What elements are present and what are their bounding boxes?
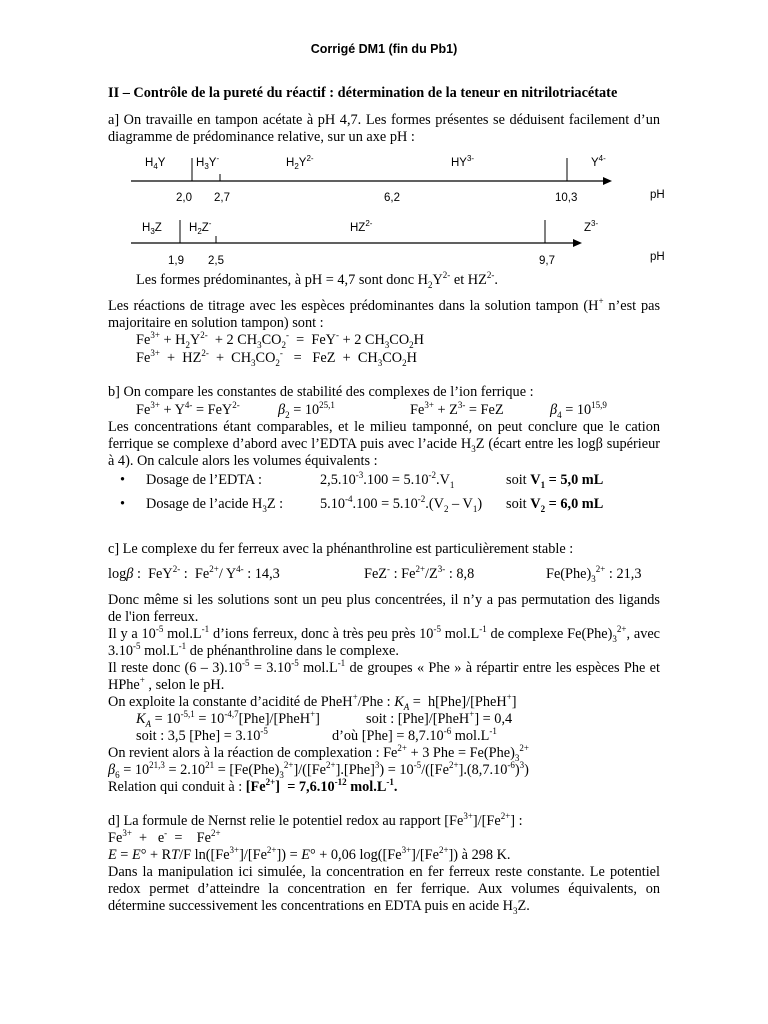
predominant-forms: Les formes prédominantes, à pH = 4,7 sont donc $H_2Y^{2-}$ et $HZ^{2-}$. <box>136 270 498 290</box>
pka-label: 9,7 <box>539 255 555 267</box>
nernst-formula: E = E° + RT/F $\ln([Fe^{3+}]/[Fe^{2+}]) = E^\circ + 0,06$ $\log([Fe^{3+}]/[Fe^{2+}])$ à 298 K. <box>108 845 511 863</box>
axis-label-ph: pH <box>650 189 665 201</box>
part-d-intro: d] La formule de Nernst relie le potentiel redox au rapport $[Fe^{3+}]/[Fe^{2+}]$ : <box>108 811 523 829</box>
beta4-value: $\beta_4 = 10^{15,9}$ <box>550 400 607 420</box>
axis-label-ph: pH <box>650 251 665 263</box>
pka-label: 6,2 <box>384 192 400 204</box>
section-title: II – Contrôle de la pureté du réactif : détermination de la teneur en nitrilotriacétate <box>108 85 618 101</box>
species-Z: $Z^{3-}$ <box>584 219 599 234</box>
phe-result: d’où $[Phe] = 8,7.10^{-6}$ $mol.L^{-1}$ <box>332 726 497 744</box>
part-d-p1: Dans la manipulation ici simulée, la concentration en fer ferreux reste constante. Le potentiel redox permet d’atteindre la concentration en fer ferrique. Aux volumes équivalents, on détermine successivement les concentrations en EDTA puis en acide $H_3Z$. <box>108 864 660 916</box>
ph-axis-1 <box>0 0 768 270</box>
pka-label: 2,5 <box>208 255 224 267</box>
part-c-p2: Il y a $10^{-5}$ $mol.L^{-1}$ d’ions ferreux, donc à très peu près $10^{-5}$ $mol.L^{-1}$ de complexe $Fe(Phe)_3^{2+}$, avec $3.10^{-5}$ $mol.L^{-1}$ de phénanthroline dans le complexe. <box>108 624 661 659</box>
logbeta-fez: FeZ- : $Fe^{2+}/Z^{3-}$ : 8,8 <box>364 564 475 582</box>
species-H2Y: $H_2Y^{2-}$ <box>286 154 314 171</box>
page-title: Corrigé DM1 (fin du Pb1) <box>310 42 458 56</box>
part-c-p3: Il reste donc $(6 - 3).10^{-5} = 3.10^{-5}$ $mol.L^{-1}$ de groupes « Phe » à répartir entre les espèces Phe et HPhe+ , selon le pH. <box>108 658 660 693</box>
stability-eq-fez: $Fe^{3+} + Z^{3-}$ = FeZ <box>410 400 504 418</box>
part-c-p4: On exploite la constante d’acidité de PheH+/Phe : $K_A$ = h[Phe]/[PheH+] <box>108 692 517 712</box>
reaction-nta: $Fe^{3+} + HZ^{2-} + CH_3CO_2^-$ = FeZ + $CH_3CO_2H$ <box>136 348 417 368</box>
pka-label: 1,9 <box>168 255 184 267</box>
equivalence-list <box>108 470 604 520</box>
part-c-p1: Donc même si les solutions sont un peu plus concentrées, il n’y a pas permutation des ligands de l'ion ferreux. <box>108 592 660 625</box>
species-H3Y: $H_3Y^-$ <box>196 154 220 171</box>
phe-equation: soit : 3,5 $[Phe] = 3.10^{-5}$ <box>136 726 268 744</box>
list-item: • Dosage de l’acide $H_3Z$ : $5.10^{-4}.100 = 5.10^{-2}.(V_2 - V_1)$ soit $V_2 = 6,0$ mL <box>108 496 146 520</box>
species-Y: $Y^{4-}$ <box>591 154 606 169</box>
part-b-paragraph: Les concentrations étant comparables, et le milieu tamponné, on peut conclure que le cation ferrique se complexe d’abord avec l’EDTA puis avec l’acide $H_3Z$ (écart entre les logβ supérieur à 4). On calcule alors les volumes équivalents : <box>108 419 660 469</box>
part-b-intro: b] On compare les constantes de stabilité des complexes de l’ion ferrique : <box>108 384 534 400</box>
complexation-reaction: On revient alors à la réaction de complexation : $Fe^{2+} + 3$ Phe = $Fe(Phe)_3^{2+}$ <box>108 743 529 763</box>
fe2-result: Relation qui conduit à : $[Fe^{2+}] = 7,6.10^{-12}$ $mol.L^{-1}$. <box>108 777 398 795</box>
pka-label: 10,3 <box>555 192 578 204</box>
axis-arrow-2 <box>573 239 582 247</box>
beta6-relation: $\beta_6 = 10^{21,3} = 2.10^{21} = [Fe(Phe)_3^{2+}]/([Fe^{2+}].[Phe]^3) = 10^{-5}/([Fe^{2+}].(8,7.10^{-6})^3)$ <box>108 760 529 780</box>
species-H2Z: $H_2Z^-$ <box>189 219 212 236</box>
reactions-intro: Les réactions de titrage avec les espèces prédominantes dans la solution tampon (H+ n’est pas majoritaire en solution tampon) sont : <box>108 296 661 331</box>
species-H4Y: $H_4Y$ <box>145 157 166 171</box>
pka-label: 2,7 <box>214 192 230 204</box>
beta2-value: $\beta_2 = 10^{25,1}$ <box>278 400 335 420</box>
list-item: • Dosage de l’EDTA : $2,5.10^{-3}.100 = 5.10^{-2}.V_1$ soit $V_1 = 5,0$ mL <box>108 472 146 496</box>
species-HZ: $HZ^{2-}$ <box>350 219 373 234</box>
axis-arrow <box>603 177 612 185</box>
pka-label: 2,0 <box>176 192 192 204</box>
half-reaction: $Fe^{3+} + e^-$ = $Fe^{2+}$ <box>108 828 221 846</box>
logbeta-label: logβ : FeY$^{2-}$ : $Fe^{2+}/$ $Y^{4-}$ : 14,3 <box>108 564 280 582</box>
species-HY: $HY^{3-}$ <box>451 154 475 169</box>
stability-eq-fey: $Fe^{3+} + Y^{4-} = FeY^{2-}$ <box>136 400 240 418</box>
logbeta-fephe: $Fe(Phe)_3^{2+}$ : 21,3 <box>546 564 642 584</box>
part-a-intro: a] On travaille en tampon acétate à pH 4,7. Les formes présentes se déduisent facilement d’un diagramme de prédominance relative, sur un axe pH : <box>108 112 660 145</box>
ka-relation: $K_A = 10^{-5,1}$ = $10^{-4,7}[Phe]/[PheH^+]$ <box>136 709 320 729</box>
species-H3Z: $H_3Z$ <box>142 222 162 236</box>
ratio-result: soit : [Phe]/[PheH+] = 0,4 <box>366 709 513 727</box>
part-c-intro: c] Le complexe du fer ferreux avec la phénanthroline est particulièrement stable : <box>108 541 574 557</box>
reaction-edta: $Fe^{3+} + H_2Y^{2-} + 2$ $CH_3CO_2^- = FeY^- + 2$ $CH_3CO_2H$ <box>136 330 424 350</box>
